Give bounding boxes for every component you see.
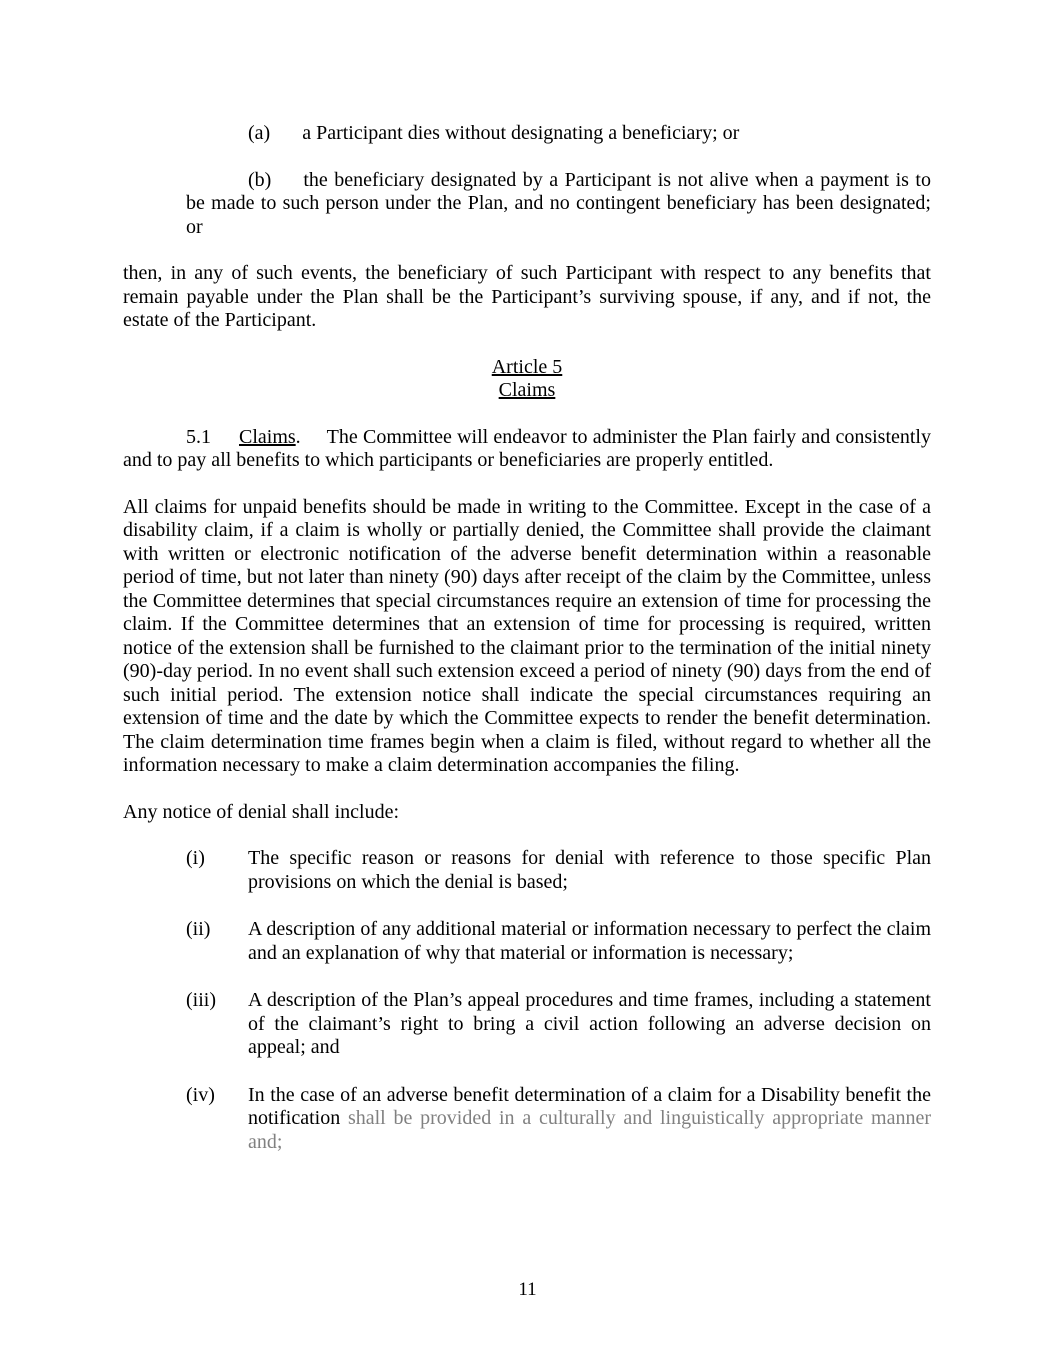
denial-item-ii [123,918,931,965]
list-item-a-marker: (a) [248,122,271,144]
denial-item-iii-marker: (iii) [186,989,216,1011]
claims-paragraph: All claims for unpaid benefits should be made in writing to the Committee. Except in the case of a disability claim, if a claim is wholly or partially denied, the Committee shall provide the claimant with written or electronic notification of the adverse benefit determination within a reasonable period of time, but not later than ninety (90) days after receipt of the claim by the Committee, unless the Committee determines that special circumstances require an extension of time for processing the claim. If the Committee determines that an extension of time for processing is required, written notice of the extension shall be furnished to the claimant prior to the termination of the initial ninety (90)-day period. In no event shall such extension exceed a period of ninety (90) days from the end of such initial period. The extension notice shall indicate the special circumstances requiring an extension of time and the date by which the Committee expects to render the benefit determination. The claim determination time frames begin when a claim is filed, without regard to whether all the information necessary to make a claim determination accompanies the filing. [123,495,931,776]
list-item-a-text: a Participant dies without designating a beneficiary; or [302,122,740,144]
denial-item-ii-marker: (ii) [186,918,211,940]
then-paragraph: then, in any of such events, the beneficiary of such Participant with respect to any benefits that remain payable under the Plan shall be the Participant’s surviving spouse, if any, and if not, the estate of the Participant. [123,262,931,331]
denial-item-iv-text-gray: shall be provided in a culturally and linguistically appropriate manner and; [248,1107,931,1153]
list-item-a [123,122,931,146]
denial-item-iv-marker: (iv) [186,1083,215,1106]
list-item-b-text: the beneficiary designated by a Participant is not alive when a payment is to be made to such person under the Plan, and no contingent beneficiary has been designated; or [186,168,931,238]
section-5-1-paragraph [123,426,931,473]
list-item-b [123,169,931,240]
denial-item-i-text: The specific reason or reasons for denial with reference to those specific Plan provisions on which the denial is based; [248,847,931,893]
denial-intro: Any notice of denial shall include: [123,800,400,823]
section-body: The Committee will endeavor to administer the Plan fairly and consistently and to pay all benefits to which participants or beneficiaries are properly entitled. [123,425,931,471]
denial-item-i [123,847,931,894]
denial-item-ii-text: A description of any additional material or information necessary to perfect the claim and an explanation of why that material or information is necessary; [248,918,931,964]
denial-item-iii [123,989,931,1060]
article-subtitle: Claims [498,379,556,401]
article-title: Article 5 [491,355,563,378]
denial-item-iv-text-black: In the case of an adverse benefit determination of a claim for a Disability benefit the notification [248,1083,931,1129]
denial-item-iii-text: A description of the Plan’s appeal procedures and time frames, including a statement of the claimant’s right to bring a civil action following an adverse decision on appeal; and [248,989,931,1058]
section-heading-period: . [295,425,301,448]
denial-item-iv [123,1084,931,1155]
list-item-b-marker: (b) [248,168,272,191]
denial-item-i-marker: (i) [186,847,205,869]
section-number: 5.1 [186,425,211,448]
page-number: 11 [518,1279,537,1300]
section-heading: Claims [239,425,296,448]
